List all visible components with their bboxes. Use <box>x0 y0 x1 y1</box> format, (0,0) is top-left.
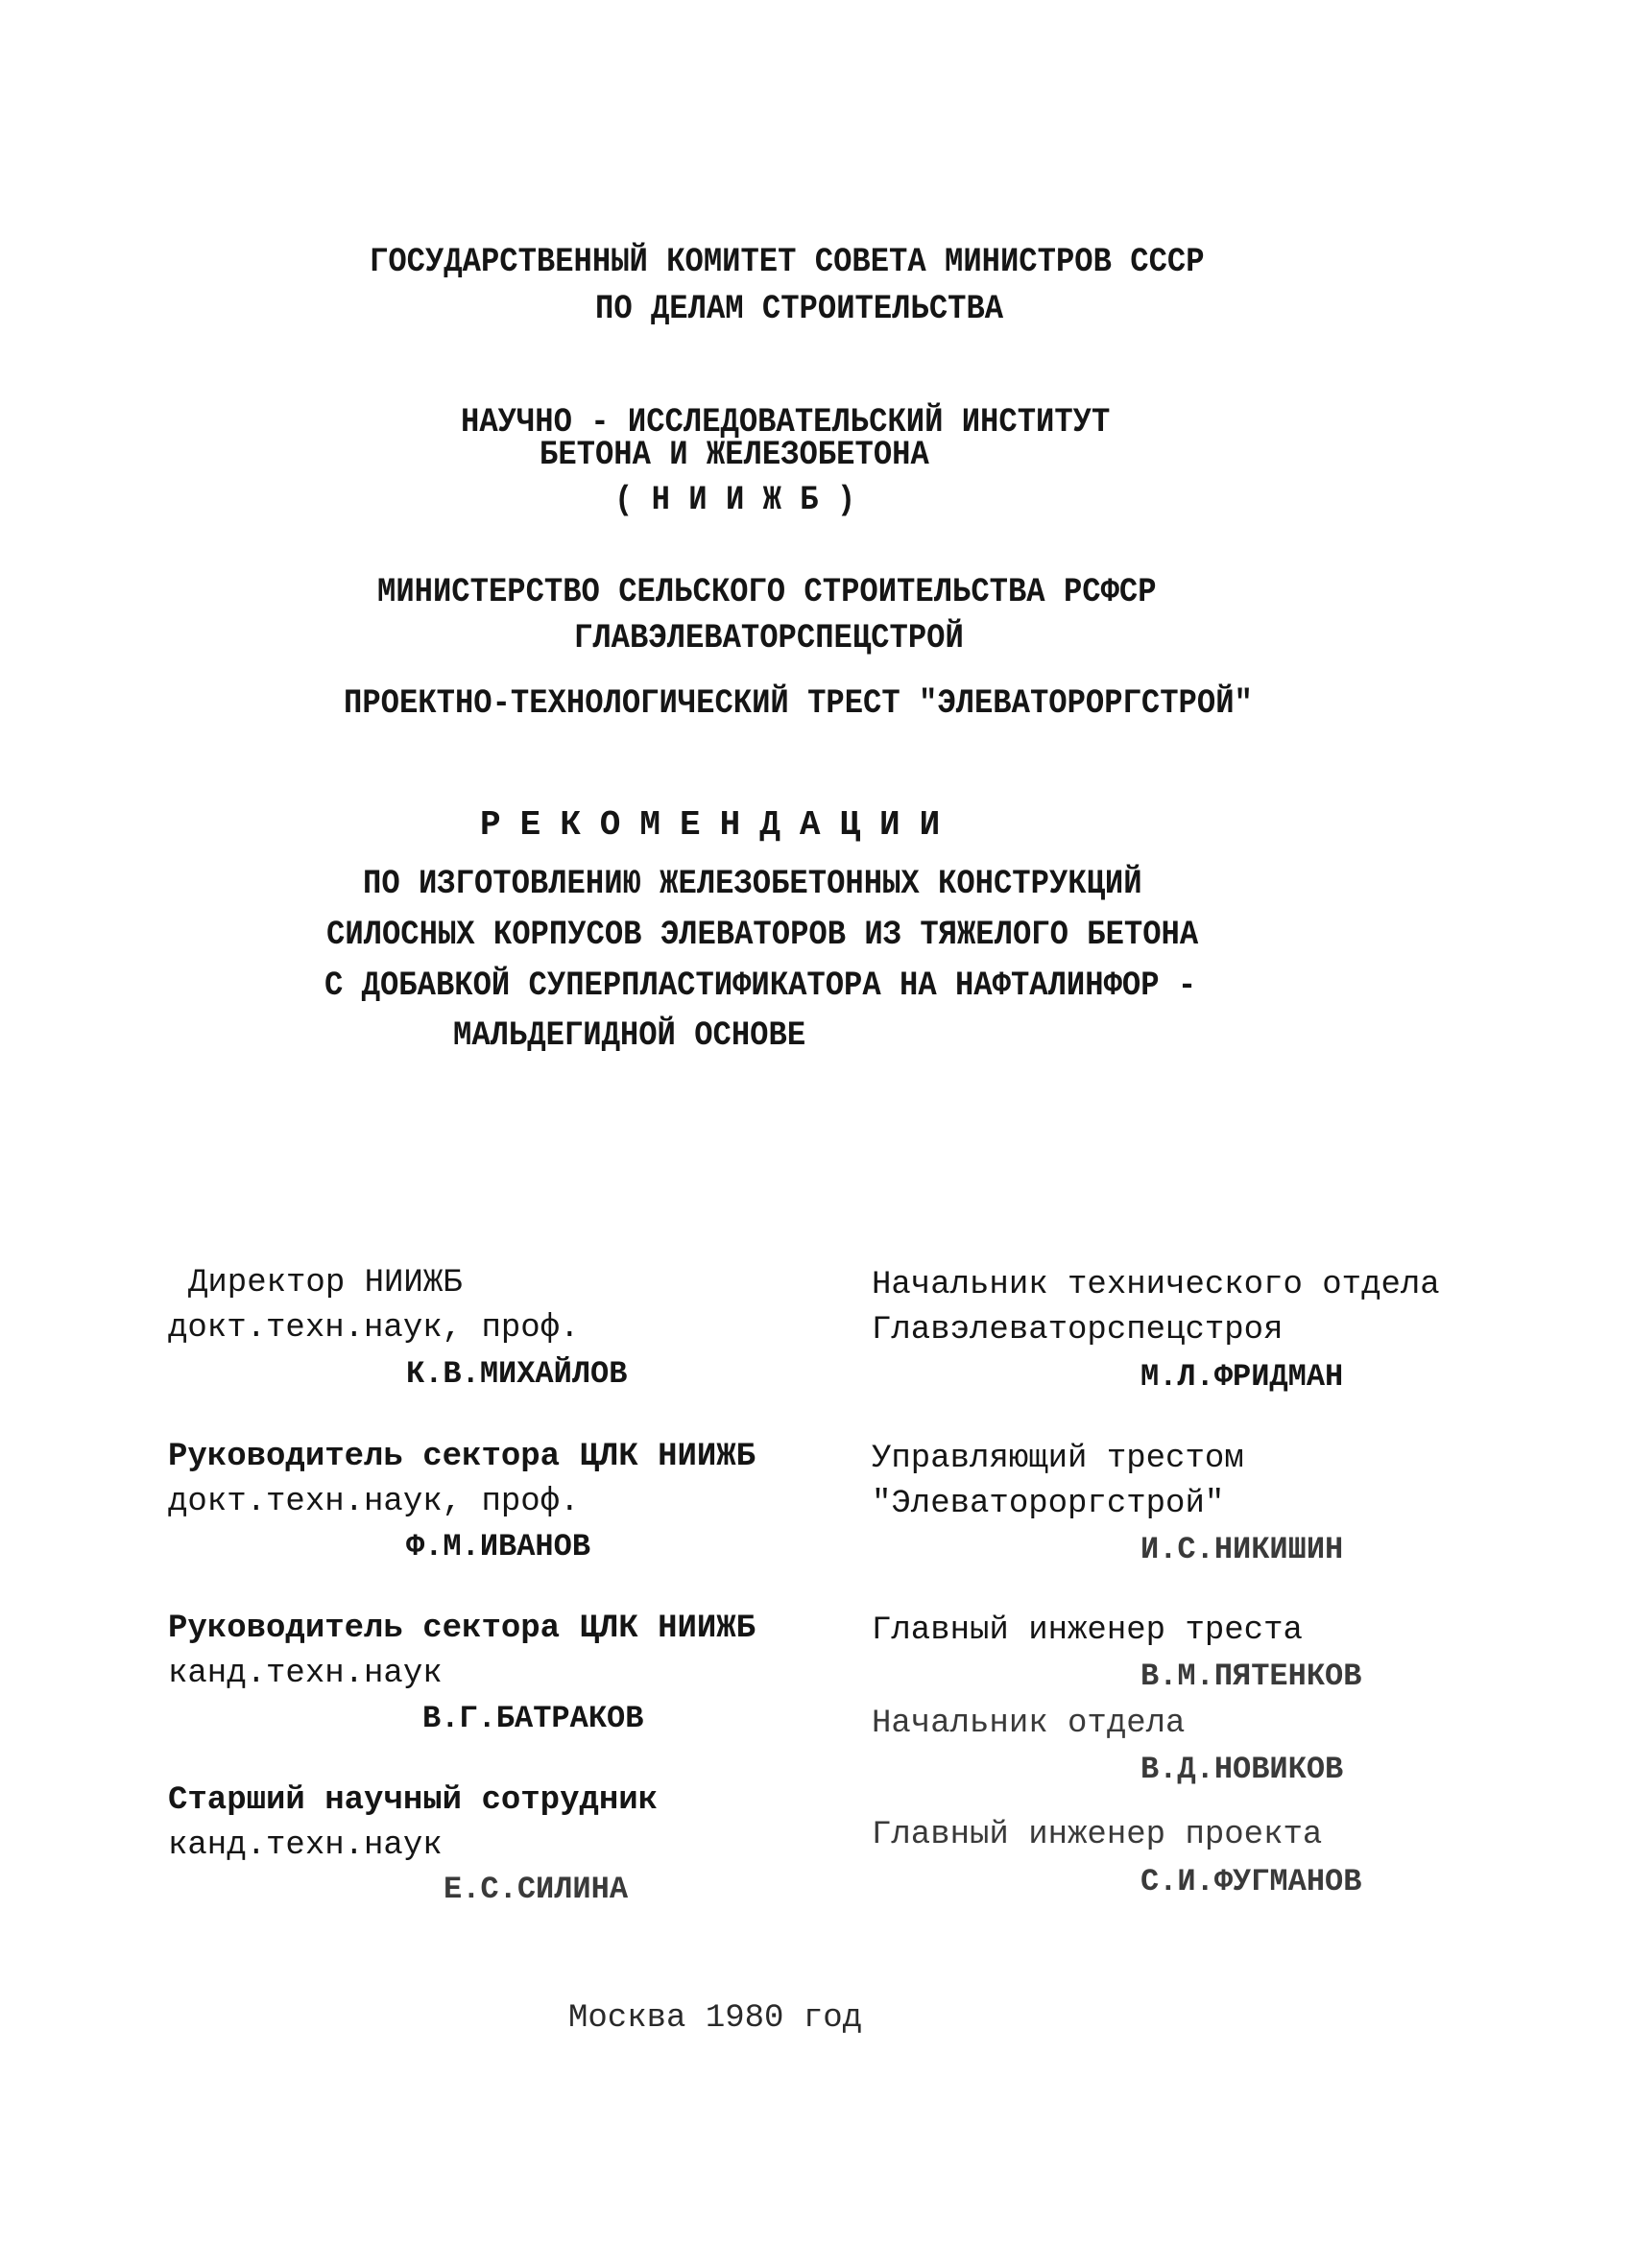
right-sig-1-role-2: Главэлеваторспецстроя <box>872 1312 1284 1349</box>
left-sig-1-name: К.В.МИХАЙЛОВ <box>406 1356 628 1392</box>
ministry-line-2: ГЛАВЭЛЕВАТОРСПЕЦСТРОЙ <box>574 619 964 657</box>
left-sig-2-role-2: докт.техн.наук, проф. <box>168 1484 580 1520</box>
right-sig-3-role-1: Главный инженер треста <box>872 1612 1303 1649</box>
right-sig-2-role-2: "Элеватороргстрой" <box>872 1486 1225 1522</box>
committee-line-2: ПО ДЕЛАМ СТРОИТЕЛЬСТВА <box>595 290 1004 328</box>
subtitle-line-3: С ДОБАВКОЙ СУПЕРПЛАСТИФИКАТОРА НА НАФТАЛИНФОР - <box>324 967 1197 1005</box>
institute-abbreviation: ( Н И И Ж Б ) <box>614 481 856 519</box>
subtitle-line-2: СИЛОСНЫХ КОРПУСОВ ЭЛЕВАТОРОВ ИЗ ТЯЖЕЛОГО БЕТОНА <box>326 916 1199 954</box>
place-year: Москва 1980 год <box>568 2000 863 2037</box>
trust-line: ПРОЕКТНО-ТЕХНОЛОГИЧЕСКИЙ ТРЕСТ "ЭЛЕВАТОРОРГСТРОЙ" <box>344 684 1253 723</box>
subtitle-line-4: МАЛЬДЕГИДНОЙ ОСНОВЕ <box>453 1016 806 1055</box>
left-sig-3-role-1: Руководитель сектора ЦЛК НИИЖБ <box>168 1611 756 1647</box>
left-sig-1-role-1: Директор НИИЖБ <box>188 1265 463 1301</box>
left-sig-4-role-1: Старший научный сотрудник <box>168 1782 659 1819</box>
committee-line-1: ГОСУДАРСТВЕННЫЙ КОМИТЕТ СОВЕТА МИНИСТРОВ СССР <box>370 243 1205 281</box>
right-sig-5-role-1: Главный инженер проекта <box>872 1817 1323 1853</box>
left-sig-1-role-2: докт.техн.наук, проф. <box>168 1310 580 1347</box>
left-sig-4-name: Е.С.СИЛИНА <box>444 1872 629 1907</box>
right-sig-1-role-1: Начальник технического отдела <box>872 1267 1440 1303</box>
institute-line-1: НАУЧНО - ИССЛЕДОВАТЕЛЬСКИЙ ИНСТИТУТ <box>461 403 1111 442</box>
subtitle-line-1: ПО ИЗГОТОВЛЕНИЮ ЖЕЛЕЗОБЕТОННЫХ КОНСТРУКЦИЙ <box>363 865 1142 903</box>
ministry-line-1: МИНИСТЕРСТВО СЕЛЬСКОГО СТРОИТЕЛЬСТВА РСФСР <box>377 573 1157 611</box>
right-sig-4-role-1: Начальник отдела <box>872 1706 1186 1742</box>
left-sig-3-role-2: канд.техн.наук <box>168 1656 443 1692</box>
right-sig-2-name: И.С.НИКИШИН <box>1140 1532 1344 1567</box>
institute-line-2: БЕТОНА И ЖЕЛЕЗОБЕТОНА <box>540 436 929 474</box>
right-sig-1-name: М.Л.ФРИДМАН <box>1140 1359 1344 1395</box>
document-title: РЕКОМЕНДАЦИИ <box>480 805 960 845</box>
right-sig-2-role-1: Управляющий трестом <box>872 1441 1244 1477</box>
right-sig-5-name: С.И.ФУГМАНОВ <box>1140 1864 1362 1899</box>
right-sig-3-name: В.М.ПЯТЕНКОВ <box>1140 1659 1362 1694</box>
left-sig-3-name: В.Г.БАТРАКОВ <box>422 1701 644 1736</box>
right-sig-4-name: В.Д.НОВИКОВ <box>1140 1752 1344 1787</box>
left-sig-4-role-2: канд.техн.наук <box>168 1827 443 1864</box>
left-sig-2-role-1: Руководитель сектора ЦЛК НИИЖБ <box>168 1439 756 1475</box>
left-sig-2-name: Ф.М.ИВАНОВ <box>406 1529 591 1564</box>
